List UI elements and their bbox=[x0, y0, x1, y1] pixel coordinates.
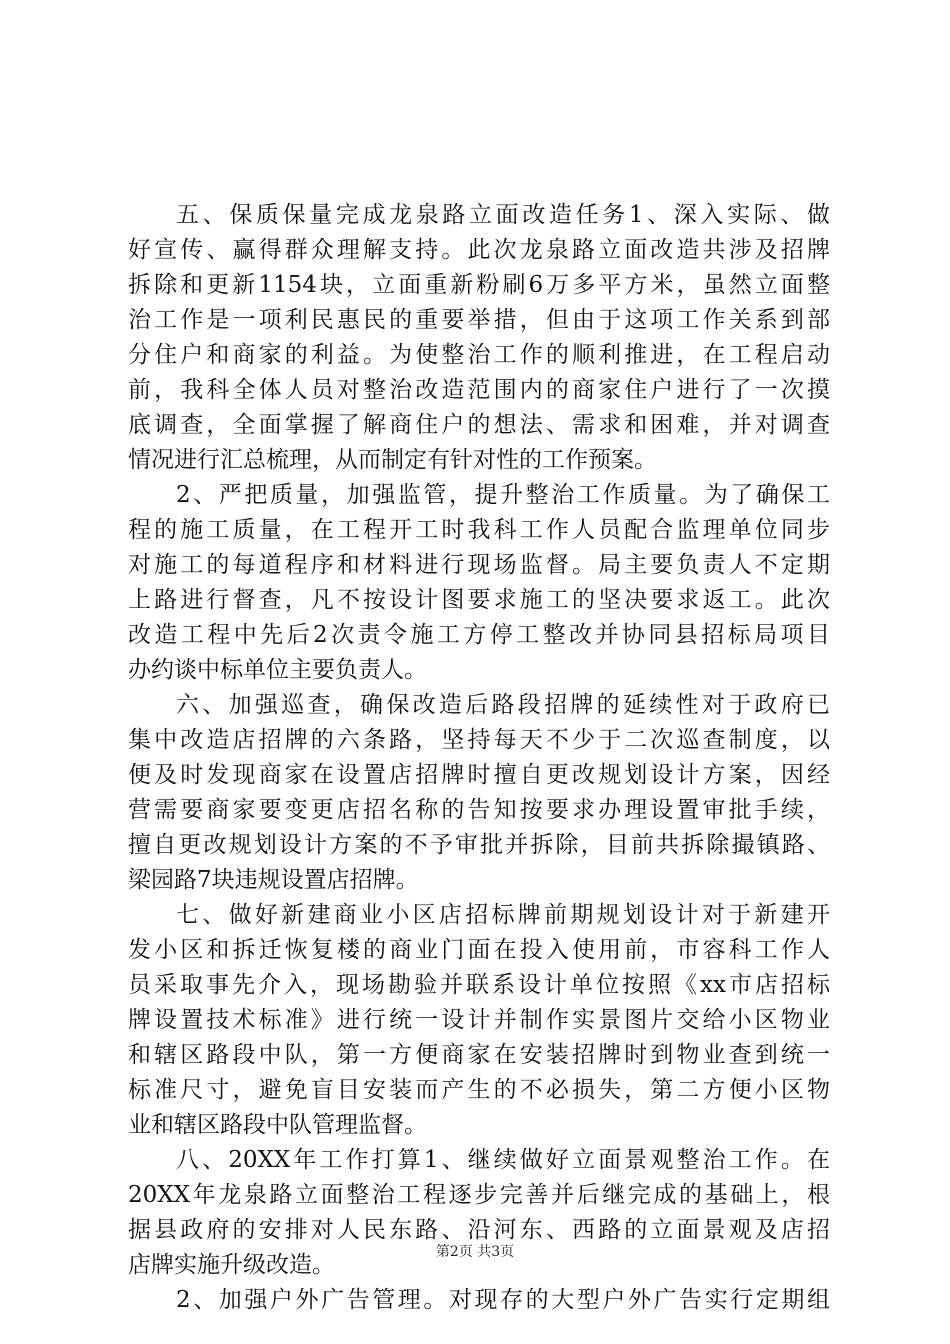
paragraph bbox=[128, 898, 830, 1143]
text-line: 便及时发现商家在设置店招牌时擅自更改规划设计方案，因经 bbox=[128, 762, 830, 788]
text-line: 底调查，全面掌握了解商住户的想法、需求和困难，并对调查 bbox=[128, 412, 830, 438]
text-line: 梁园路7块违规设置店招牌。 bbox=[128, 867, 419, 893]
text-line: 八、20XX年工作打算1、继续做好立面景观整治工作。在 bbox=[176, 1147, 830, 1173]
text-line: 分住户和商家的利益。为使整治工作的顺利推进，在工程启动 bbox=[128, 342, 830, 368]
text-line: 上路进行督查，凡不按设计图要求施工的坚决要求返工。此次 bbox=[128, 587, 830, 613]
text-line: 治工作是一项利民惠民的重要举措，但由于这项工作关系到部 bbox=[128, 307, 830, 333]
text-line: 办约谈中标单位主要负责人。 bbox=[128, 657, 427, 683]
page-footer: 第2页 共3页 bbox=[435, 1244, 515, 1260]
text-line: 营需要商家要变更店招名称的告知按要求办理设置审批手续， bbox=[128, 797, 830, 823]
text-line: 员采取事先介入，现场勘验并联系设计单位按照《xx市店招标 bbox=[128, 972, 830, 998]
text-line: 牌设置技术标准》进行统一设计并制作实景图片交给小区物业 bbox=[128, 1007, 830, 1033]
text-line: 2、严把质量，加强监管，提升整治工作质量。为了确保工 bbox=[176, 482, 830, 508]
text-line: 集中改造店招牌的六条路，坚持每天不少于二次巡查制度，以 bbox=[128, 727, 830, 753]
text-line: 据县政府的安排对人民东路、沿河东、西路的立面景观及店招 bbox=[128, 1217, 830, 1243]
text-line: 标准尺寸，避免盲目安装而产生的不必损失，第二方便小区物 bbox=[128, 1077, 830, 1103]
paragraph bbox=[128, 198, 830, 478]
paragraph bbox=[128, 688, 830, 898]
text-line: 擅自更改规划设计方案的不予审批并拆除，目前共拆除撮镇路、 bbox=[128, 832, 830, 858]
document-body bbox=[128, 198, 830, 1318]
text-line: 拆除和更新1154块，立面重新粉刷6万多平方米，虽然立面整 bbox=[128, 272, 830, 298]
text-line: 店牌实施升级改造。 bbox=[128, 1252, 335, 1278]
text-line: 对施工的每道程序和材料进行现场监督。局主要负责人不定期 bbox=[128, 552, 830, 578]
text-line: 七、做好新建商业小区店招标牌前期规划设计对于新建开 bbox=[176, 902, 830, 928]
text-line: 20XX年龙泉路立面整治工程逐步完善并后继完成的基础上，根 bbox=[128, 1182, 830, 1208]
text-line: 业和辖区路段中队管理监督。 bbox=[128, 1112, 427, 1138]
text-line: 和辖区路段中队，第一方便商家在安装招牌时到物业查到统一 bbox=[128, 1042, 830, 1068]
text-line: 程的施工质量，在工程开工时我科工作人员配合监理单位同步 bbox=[128, 517, 830, 543]
text-line: 2、加强户外广告管理。对现存的大型户外广告实行定期组 bbox=[176, 1287, 830, 1313]
paragraph bbox=[128, 478, 830, 688]
paragraph bbox=[128, 1283, 830, 1318]
paragraph bbox=[128, 1143, 830, 1283]
text-line: 五、保质保量完成龙泉路立面改造任务1、深入实际、做 bbox=[176, 202, 830, 228]
text-line: 前，我科全体人员对整治改造范围内的商家住户进行了一次摸 bbox=[128, 377, 830, 403]
text-line: 好宣传、赢得群众理解支持。此次龙泉路立面改造共涉及招牌 bbox=[128, 237, 830, 263]
text-line: 发小区和拆迁恢复楼的商业门面在投入使用前，市容科工作人 bbox=[128, 937, 830, 963]
text-line: 改造工程中先后2次责令施工方停工整改并协同县招标局项目 bbox=[128, 622, 830, 648]
text-line: 六、加强巡查，确保改造后路段招牌的延续性对于政府已 bbox=[176, 692, 830, 718]
text-line: 情况进行汇总梳理，从而制定有针对性的工作预案。 bbox=[128, 447, 657, 473]
